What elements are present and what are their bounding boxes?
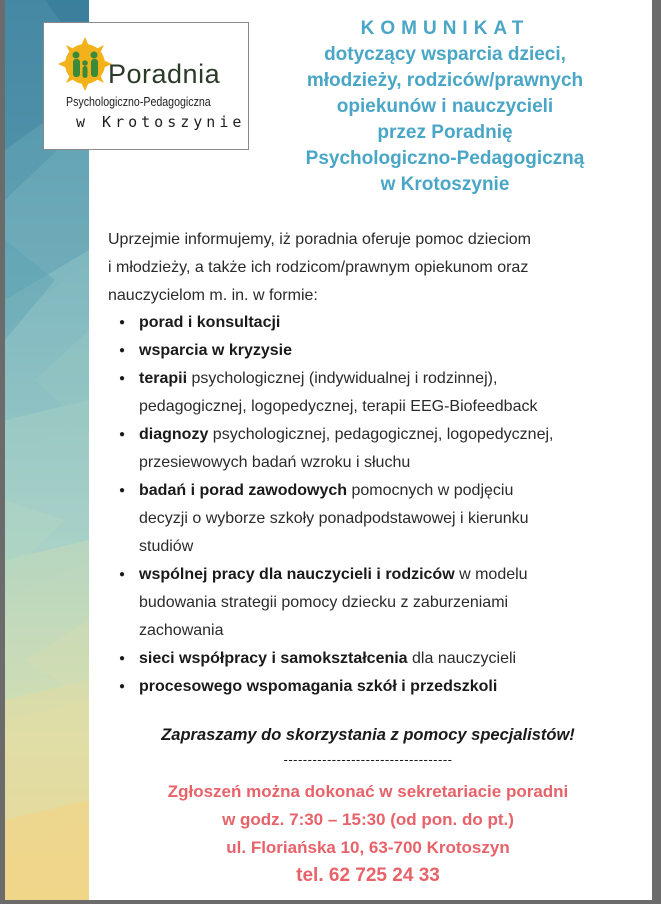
item-text: pedagogicznej, logopedycznej, terapii EEG-Biofeedback [139, 398, 538, 415]
title-line: w Krotoszynie [380, 174, 510, 195]
contact-info [108, 778, 628, 890]
contact-phone: tel. 62 725 24 33 [296, 865, 440, 886]
intro-line: nauczycielom m. in. w formie: [108, 287, 318, 304]
item-text: zachowania [139, 622, 224, 639]
item-bold: porad i konsultacji [139, 314, 281, 331]
document-page [5, 0, 652, 900]
title-line: Psychologiczno-Pedagogiczną [305, 148, 585, 169]
title-line: opiekunów i nauczycieli [336, 96, 554, 117]
intro-paragraph [108, 226, 628, 310]
item-text: przesiewowych badań wzroku i słuchu [139, 454, 411, 471]
invitation-text: Zapraszamy do skorzystania z pomocy specjalistów! [161, 726, 575, 744]
logo-sun-family-icon [58, 37, 112, 91]
list-item [115, 561, 635, 645]
item-bold: procesowego wspomagania szkół i przedszkoli [139, 678, 498, 695]
item-text: psychologicznej (indywidualnej i rodzinnej), [187, 370, 498, 387]
item-bold: diagnozy [139, 426, 209, 443]
item-bold: wsparcia w kryzysie [139, 342, 292, 359]
logo-city: w Krotoszynie [76, 113, 246, 131]
list-item [115, 645, 635, 673]
item-text: studiów [139, 538, 194, 555]
item-text: decyzji o wyborze szkoły ponadpodstawowej i kierunku [139, 510, 529, 527]
services-list [115, 309, 635, 701]
announcement-title [255, 16, 635, 198]
list-item [115, 337, 635, 365]
item-text: dla nauczycieli [407, 650, 517, 667]
intro-line: i młodzieży, a także ich rodzicom/prawnym opiekunom oraz [108, 259, 529, 276]
contact-line: Zgłoszeń można dokonać w sekretariacie poradni [167, 782, 569, 801]
logo-subtitle: Psychologiczno-Pedagogiczna [66, 95, 211, 109]
title-line: dotyczący wsparcia dzieci, [324, 44, 566, 65]
item-bold: terapii [139, 370, 188, 387]
item-text: budowania strategii pomocy dziecku z zaburzeniami [139, 594, 509, 611]
item-text: w modelu [454, 566, 528, 583]
item-bold: sieci współpracy i samokształcenia [139, 650, 408, 667]
item-bold: badań i porad zawodowych [139, 482, 348, 499]
title-line: przez Poradnię [377, 122, 513, 143]
title-heading: KOMUNIKAT [360, 18, 530, 39]
logo [43, 22, 249, 150]
divider: ----------------------------------- [283, 752, 453, 767]
item-text: psychologicznej, pedagogicznej, logopedycznej, [208, 426, 554, 443]
intro-line: Uprzejmie informujemy, iż poradnia oferuje pomoc dzieciom [108, 231, 531, 248]
list-item [115, 421, 635, 477]
list-item [115, 673, 635, 701]
list-item [115, 309, 635, 337]
item-bold: wspólnej pracy dla nauczycieli i rodziców [139, 566, 455, 583]
item-text: pomocnych w podjęciu [347, 482, 514, 499]
contact-address: ul. Floriańska 10, 63-700 Krotoszyn [226, 838, 510, 857]
logo-name: Poradnia [108, 59, 221, 89]
title-line: młodzieży, rodziców/prawnych [306, 70, 584, 91]
list-item [115, 365, 635, 421]
contact-hours: w godz. 7:30 – 15:30 (od pon. do pt.) [222, 810, 514, 829]
list-item [115, 477, 635, 561]
